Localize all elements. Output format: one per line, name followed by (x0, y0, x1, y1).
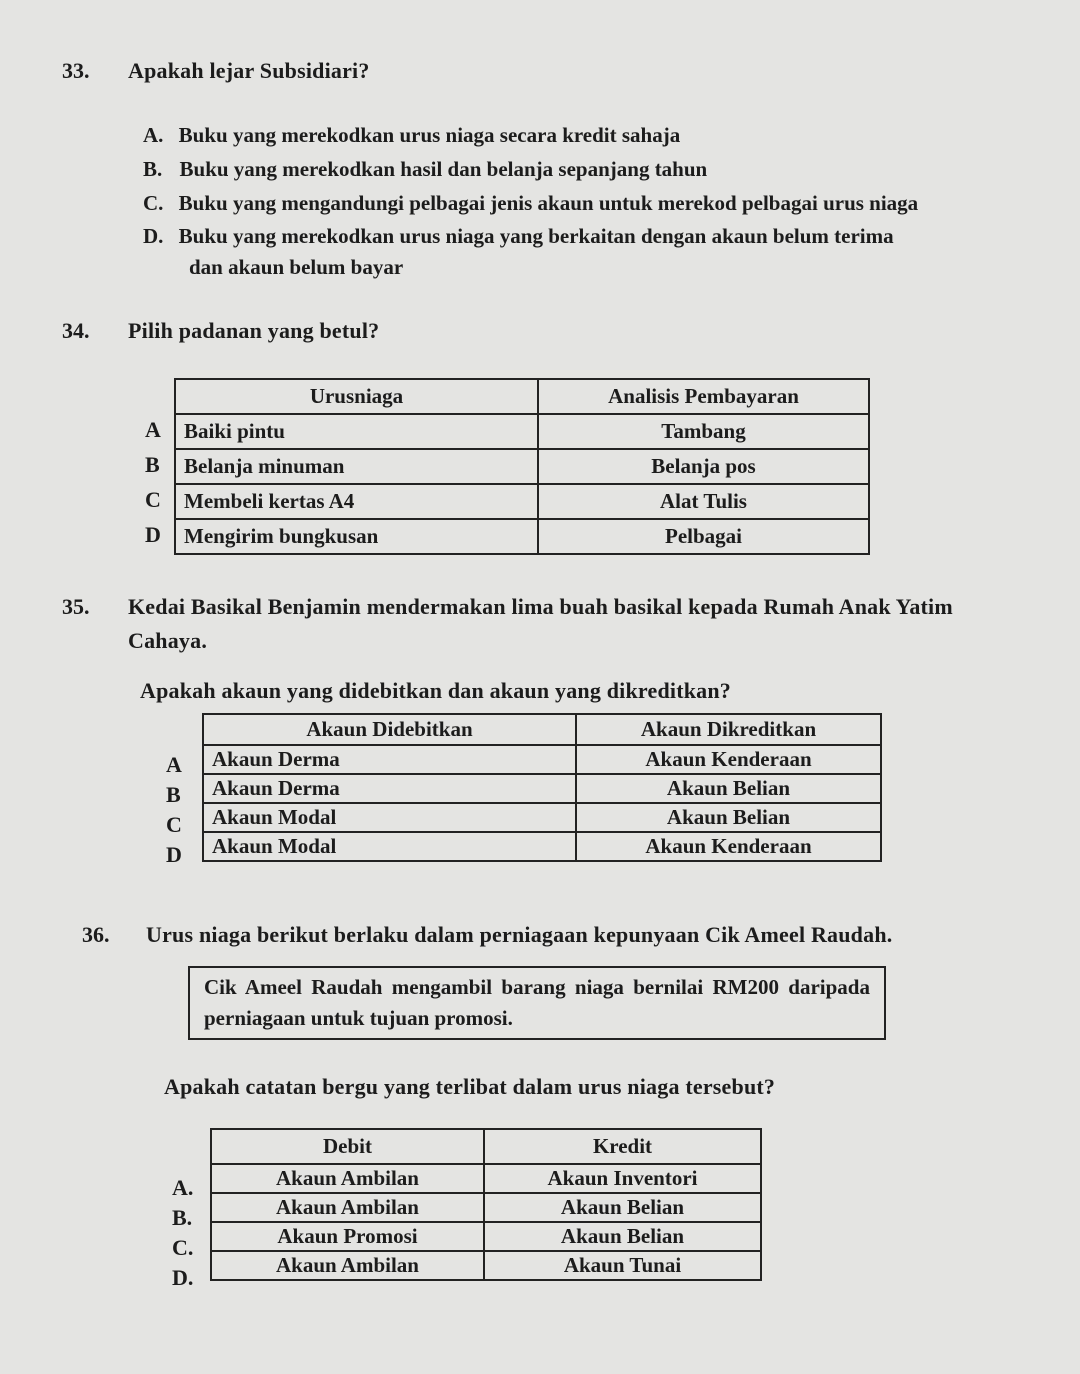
q33-number: 33. (62, 58, 90, 83)
table-header-row (203, 714, 881, 745)
q33-option-d[interactable] (143, 224, 894, 249)
table-header-row (175, 379, 869, 414)
table-cell: Belanja pos (538, 449, 869, 484)
table-cell: Akaun Belian (484, 1193, 761, 1222)
table-header: Akaun Dikreditkan (576, 714, 881, 745)
option-letter: A. (143, 123, 164, 147)
table-row (175, 484, 869, 519)
table-cell: Alat Tulis (538, 484, 869, 519)
table-row (175, 519, 869, 554)
table-cell: Baiki pintu (175, 414, 538, 449)
q35-number: 35. (62, 594, 90, 619)
q36-question: Apakah catatan bergu yang terlibat dalam urus niaga tersebut? (164, 1074, 776, 1099)
option-text: Buku yang mengandungi pelbagai jenis akaun untuk merekod pelbagai urus niaga (178, 191, 919, 215)
table-cell: Akaun Derma (203, 745, 576, 774)
table-row (211, 1222, 761, 1251)
table-cell: Akaun Ambilan (211, 1164, 484, 1193)
q33-option-b[interactable] (143, 157, 707, 182)
table-cell: Akaun Modal (203, 803, 576, 832)
q35-stem-line-1: Kedai Basikal Benjamin mendermakan lima buah basikal kepada Rumah Anak Yatim (128, 594, 953, 619)
table-cell: Akaun Tunai (484, 1251, 761, 1280)
table-cell: Akaun Kenderaan (576, 832, 881, 861)
option-letter: B. (143, 157, 163, 181)
table-cell: Belanja minuman (175, 449, 538, 484)
table-row (203, 832, 881, 861)
table-cell: Akaun Inventori (484, 1164, 761, 1193)
q34-row-label-c[interactable]: C (145, 487, 161, 512)
q35-row-label-b[interactable]: B (166, 782, 181, 807)
table-row (203, 803, 881, 832)
q35-row-label-c[interactable]: C (166, 812, 182, 837)
table-header: Analisis Pembayaran (538, 379, 869, 414)
table-cell: Akaun Belian (576, 774, 881, 803)
table-header: Akaun Didebitkan (203, 714, 576, 745)
table-row (211, 1164, 761, 1193)
q36-row-label-b[interactable]: B. (172, 1205, 193, 1230)
table-cell: Membeli kertas A4 (175, 484, 538, 519)
table-cell: Tambang (538, 414, 869, 449)
option-text: Buku yang merekodkan urus niaga yang berkaitan dengan akaun belum terima (178, 224, 894, 248)
q36-row-label-d[interactable]: D. (172, 1265, 194, 1290)
table-header: Kredit (484, 1129, 761, 1164)
q36-stem: Urus niaga berikut berlaku dalam perniagaan kepunyaan Cik Ameel Raudah. (146, 922, 893, 947)
table-cell: Akaun Belian (484, 1222, 761, 1251)
option-text: Buku yang merekodkan urus niaga secara kredit sahaja (178, 123, 681, 147)
q36-number: 36. (82, 922, 110, 947)
table-row (211, 1193, 761, 1222)
q34-number: 34. (62, 318, 90, 343)
q35-row-label-d[interactable]: D (166, 842, 182, 867)
q35-question: Apakah akaun yang didebitkan dan akaun yang dikreditkan? (140, 678, 731, 703)
q35-table (202, 713, 882, 862)
q34-table (174, 378, 870, 555)
table-cell: Akaun Promosi (211, 1222, 484, 1251)
option-letter: C. (143, 191, 164, 215)
q34-question: Pilih padanan yang betul? (128, 318, 380, 343)
table-row (175, 449, 869, 484)
table-cell: Akaun Modal (203, 832, 576, 861)
option-letter: D. (143, 224, 164, 248)
table-cell: Akaun Ambilan (211, 1193, 484, 1222)
table-cell: Pelbagai (538, 519, 869, 554)
table-header-row (211, 1129, 761, 1164)
q34-row-label-d[interactable]: D (145, 522, 161, 547)
table-cell: Akaun Belian (576, 803, 881, 832)
q33-option-a[interactable] (143, 123, 680, 148)
q36-table (210, 1128, 762, 1281)
q33-option-d-continuation: dan akaun belum bayar (189, 255, 404, 279)
option-text: Buku yang merekodkan hasil dan belanja sepanjang tahun (179, 157, 708, 181)
table-row (211, 1251, 761, 1280)
table-cell: Akaun Ambilan (211, 1251, 484, 1280)
q35-stem-line-2: Cahaya. (128, 628, 208, 653)
table-header: Urusniaga (175, 379, 538, 414)
table-row (203, 774, 881, 803)
q34-row-label-a[interactable]: A (145, 417, 161, 442)
table-cell: Mengirim bungkusan (175, 519, 538, 554)
table-row (203, 745, 881, 774)
q36-row-label-c[interactable]: C. (172, 1235, 194, 1260)
q35-row-label-a[interactable]: A (166, 752, 182, 777)
q33-option-c[interactable] (143, 191, 918, 216)
q33-question: Apakah lejar Subsidiari? (128, 58, 370, 83)
q34-row-label-b[interactable]: B (145, 452, 160, 477)
q36-row-label-a[interactable]: A. (172, 1175, 194, 1200)
q36-scenario-box: Cik Ameel Raudah mengambil barang niaga bernilai RM200 daripada perniagaan untuk tujuan promosi. (188, 966, 886, 1040)
table-header: Debit (211, 1129, 484, 1164)
table-cell: Akaun Derma (203, 774, 576, 803)
table-cell: Akaun Kenderaan (576, 745, 881, 774)
table-row (175, 414, 869, 449)
